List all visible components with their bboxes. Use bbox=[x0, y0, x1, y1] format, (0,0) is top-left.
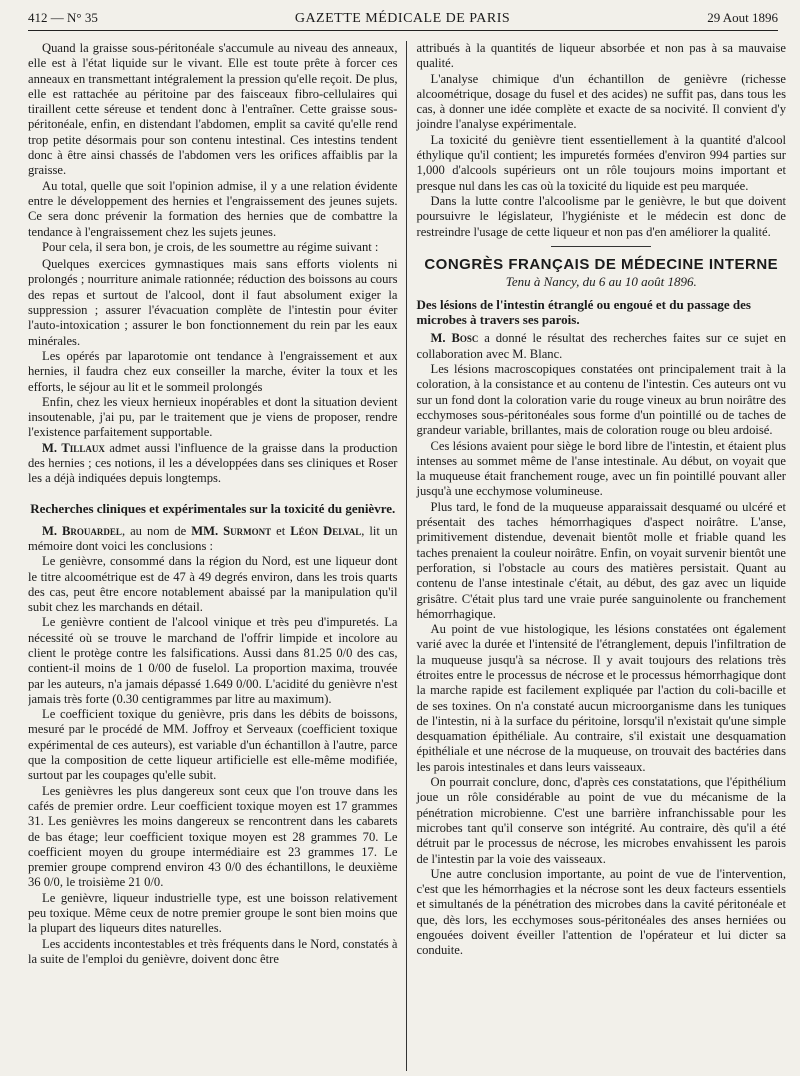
paragraph: Les lésions macroscopiques constatées ont principalement trait à la coloration, à la consistance et au contenu de l'intestin. Ces auteurs ont vu sur un fond dont la coloration varie du rouge vineux au brun noirâtre des ecchymoses sous-péritonéales sous forme d'un pointillé ou de taches de grandeur variable, brillantes, mais de coloration rouge ou bleu ardoisé. bbox=[416, 362, 786, 438]
paragraph bbox=[28, 441, 398, 487]
speaker-name: M. Bosc bbox=[430, 331, 479, 346]
paragraph bbox=[28, 524, 398, 555]
separator-rule bbox=[551, 246, 651, 247]
paragraph: Le genièvre, liqueur industrielle type, est une boisson relativement peu toxique. Même ceux de notre premier groupe le sont bien moins que la plupart des liqueurs dites naturelles. bbox=[28, 890, 398, 936]
congress-title: CONGRÈS FRANÇAIS DE MÉDECINE INTERNE bbox=[424, 255, 779, 273]
paragraph: Les opérés par laparotomie ont tendance à l'engraissement et aux hernies, il faudra chez eux conseiller la marche, éviter la toux et les efforts, le séjour au lit et le sommeil prolongés bbox=[28, 348, 398, 394]
paragraph: Le genièvre, consommé dans la région du Nord, est une liqueur dont le titre alcoométrique est de 47 à 49 degrés environ, dans les trois quarts des cas, peut être encore notablement abaissé par la manipulation qu'il subit chez les marchands en détail. bbox=[28, 554, 398, 615]
speaker-name: M. Tillaux bbox=[42, 440, 105, 455]
paragraph bbox=[417, 331, 787, 362]
page-number: 412 — N° 35 bbox=[28, 10, 98, 25]
paragraph: Enfin, chez les vieux hernieux inopérables et dont la situation devient insoutenable, j'ai pu, par le traitement que je viens de proposer, rendre l'existence parfaitement supportable. bbox=[28, 394, 398, 440]
paragraph: L'analyse chimique d'un échantillon de genièvre (richesse alcoométrique, dosage du fusel et des acides) ne suffit pas, dans tous les cas, à donner une idée complète et exacte de sa nocivité. Il convient d'y joindre l'analyse expérimentale. bbox=[416, 71, 786, 132]
right-column bbox=[407, 41, 787, 1071]
paragraph: Plus tard, le fond de la muqueuse apparaissait desquamé ou ulcéré et présentait des taches hémorrhagiques d'aspect noirâtre. L'anse, primitivement distendue, devenait bientôt molle et friable quand les taches prenaient la couleur noirâtre. Enfin, on voyait survenir bientôt une perforation, si l'obstacle au cours des matières persistait. Quant au contenu de l'anse intestinale c'était, au début, des gaz avec un liquide grisâtre. C'était plus tard une vraie purée sanguinolente ou franchement hémorrhagique. bbox=[416, 499, 786, 621]
paragraph: Le genièvre contient de l'alcool vinique et très peu d'impuretés. La nécessité où se trouve le marchand de l'offrir limpide et incolore au client le protège contre les falsifications. Aussi dans 81.25 0/0 des cas, contient-il moins de 1 0/00 de fuselol. La proportion maxima, trouvée par les auteurs, n'a jamais dépassé 1.649 0/00. L'acidité du genièvre n'est jamais très forte (0.30 centigrammes par litre au maximum). bbox=[28, 615, 398, 706]
paragraph: Les accidents incontestables et très fréquents dans le Nord, constatés à la suite de l'emploi du genièvre, doivent donc être bbox=[28, 936, 398, 966]
speaker-name: M. Brouardel bbox=[42, 523, 122, 538]
issue-date: 29 Aout 1896 bbox=[707, 10, 778, 25]
section-title: Recherches cliniques et expérimentales sur la toxicité du genièvre. bbox=[30, 500, 396, 516]
text-columns bbox=[28, 41, 786, 1071]
section-title: Des lésions de l'intestin étranglé ou engoué et du passage des microbes à travers ses parois. bbox=[416, 297, 751, 328]
paragraph: Au total, quelle que soit l'opinion admise, il y a une relation évidente entre le développement des hernies et l'engraissement des jeunes sujets. Ce sera donc prévenir la formation des hernies que de combattre la tendance à l'engraissement chez les sujets jeunes. bbox=[28, 178, 398, 239]
paragraph: Au point de vue histologique, les lésions constatées ont également varié avec la durée et l'intensité de l'étranglement, depuis l'infiltration de la muqueuse jusqu'à sa nécrose. Il y avait toujours des relations très étroites entre le processus de nécrose et le processus hémorrhagique dont la marche rapide est facilement expliquée par l'action du coli-bacille et de ses toxines. On n'a constaté aucun microorganisme dans les tuniques de l'intestin, ni à la surface du péritoine, lorsqu'il n'existait qu'une simple desquamation épithéliale. Au contraire, s'il existait une desquamation épithéliale et une nécrose de la muqueuse, on trouvait des bactéries dans les parois intestinales et dans leurs vaisseaux. bbox=[416, 622, 786, 774]
paragraph: Quelques exercices gymnastiques mais sans efforts violents ni prolongés ; nourriture animale rationnée; réduction des boissons au cours des repas et surtout de l'alcool, dont il faut absolument exiger la suppression ; assurer l'évacuation complète de l'intestin pour éviter l'auto-intoxication ; assurer le bon fonctionnement du rein par les eaux minérales. bbox=[28, 257, 398, 348]
speaker-name: MM. Surmont bbox=[191, 523, 272, 538]
paragraph: Quand la graisse sous-péritonéale s'accumule au niveau des anneaux, elle est à l'état liquide sur le vivant. Elle est toute prête à forcer ces anneaux en transmettant intégralement la pression qu'elle reçoit. De plus, elle est rattachée au péritoine par des faisceaux fibro-cellulaires qui tiraillent cette séreuse et tendent donc à l'entraîner. Cette graisse sous-péritonéale, enfin, en distendant l'abdomen, emplit sa cavité qu'elle rend trop petite désormais pour son contenu intestinal. Ces intestins tendent donc à être ainsi chassés de l'abdomen vers les orifices affaiblis par la graisse. bbox=[28, 41, 398, 178]
paragraph: La toxicité du genièvre tient essentiellement à la quantité d'alcool éthylique qu'il contient; les impuretés formées d'environ 994 parties sur 1,000 d'alcools supérieurs ont un rôle toujours moins important et presque nul dans les cas où la toxicité du liquide est peu marquée. bbox=[416, 132, 786, 193]
paragraph: Une autre conclusion importante, au point de vue de l'intervention, c'est que les hémorrhagies et la nécrose sont les deux facteurs essentiels et simultanés de la pénétration des microbes dans la cavité péritonéale et que, dès lors, les ecchymoses sous-péritonéales des anses herniées ou engouées doivent éveiller l'attention de l'opérateur et lui dicter sa conduite. bbox=[416, 866, 786, 958]
paragraph-text: , lit un mémoire dont voici les conclusions : bbox=[28, 523, 398, 553]
paragraph: On pourrait conclure, donc, d'après ces constatations, que l'épithélium joue un rôle considérable au point de vue du mécanisme de la pénétration microbienne. C'est une barrière infranchissable pour les microbes tant qu'il conserve son intégrité. Au contraire, dès qu'il a été détruit par le processus de nécrose, les microbes envahissent les parois de l'intestin par la voie des vaisseaux. bbox=[416, 775, 786, 866]
paragraph: Les genièvres les plus dangereux sont ceux que l'on trouve dans les cafés de premier ordre. Leur coefficient toxique moyen est 17 grammes 31. Les genièvres les moins dangereux se rencontrent dans les cabarets de bas étage; leur coefficient toxique moyen est 28 grammes 70. Le coefficient moyen du groupe intermédiaire est 23 grammes 17. Le premier groupe comprend environ 43 0/0 des échantillons, le deuxième 36 0/0, le troisième 21 0/0. bbox=[28, 783, 398, 890]
paragraph: Ces lésions avaient pour siège le bord libre de l'intestin, et étaient plus intenses au sommet même de l'anse intestinale. Au début, on voyait que la muqueuse était franchement rouge, avec un fin pointillé pouvant aller jusqu'à une ecchymose volumineuse. bbox=[416, 438, 786, 499]
paragraph: Le coefficient toxique du genièvre, pris dans les débits de boissons, mesuré par le procédé de MM. Joffroy et Serveaux (coefficient toxique expérimental de ces auteurs), est variable d'un échantillon à l'autre, parce que la composition de cette liqueur artificielle est elle-même modifiée, surtout par les coupages qu'elle subit. bbox=[28, 707, 398, 783]
paragraph-text: et bbox=[271, 523, 291, 538]
paragraph-text: a donné le résultat des recherches faites sur ce sujet en collaboration avec M. Blanc. bbox=[416, 331, 786, 361]
left-column bbox=[28, 41, 406, 1071]
speaker-name: Léon Delval bbox=[290, 523, 362, 538]
journal-title: GAZETTE MÉDICALE DE PARIS bbox=[294, 11, 511, 26]
paragraph: Dans la lutte contre l'alcoolisme par le genièvre, le but que doivent poursuivre le législateur, l'hygiéniste et le médecin est donc de restreindre l'usage de cette liqueur et non pas d'en améliorer la qualité. bbox=[416, 193, 786, 239]
paragraph: Pour cela, il sera bon, je crois, de les soumettre au régime suivant : bbox=[42, 239, 379, 254]
paragraph-text: , au nom de bbox=[121, 523, 192, 538]
page-header bbox=[28, 6, 778, 31]
paragraph: attribués à la quantités de liqueur absorbée et non pas à sa mauvaise qualité. bbox=[416, 41, 786, 71]
paragraph-text: admet aussi l'influence de la graisse dans la production des hernies ; ces notions, il les a développées dans ses cliniques et Roser les a déjà indiquées depuis longtemps. bbox=[28, 440, 398, 486]
congress-subtitle: Tenu à Nancy, du 6 au 10 août 1896. bbox=[505, 274, 697, 290]
